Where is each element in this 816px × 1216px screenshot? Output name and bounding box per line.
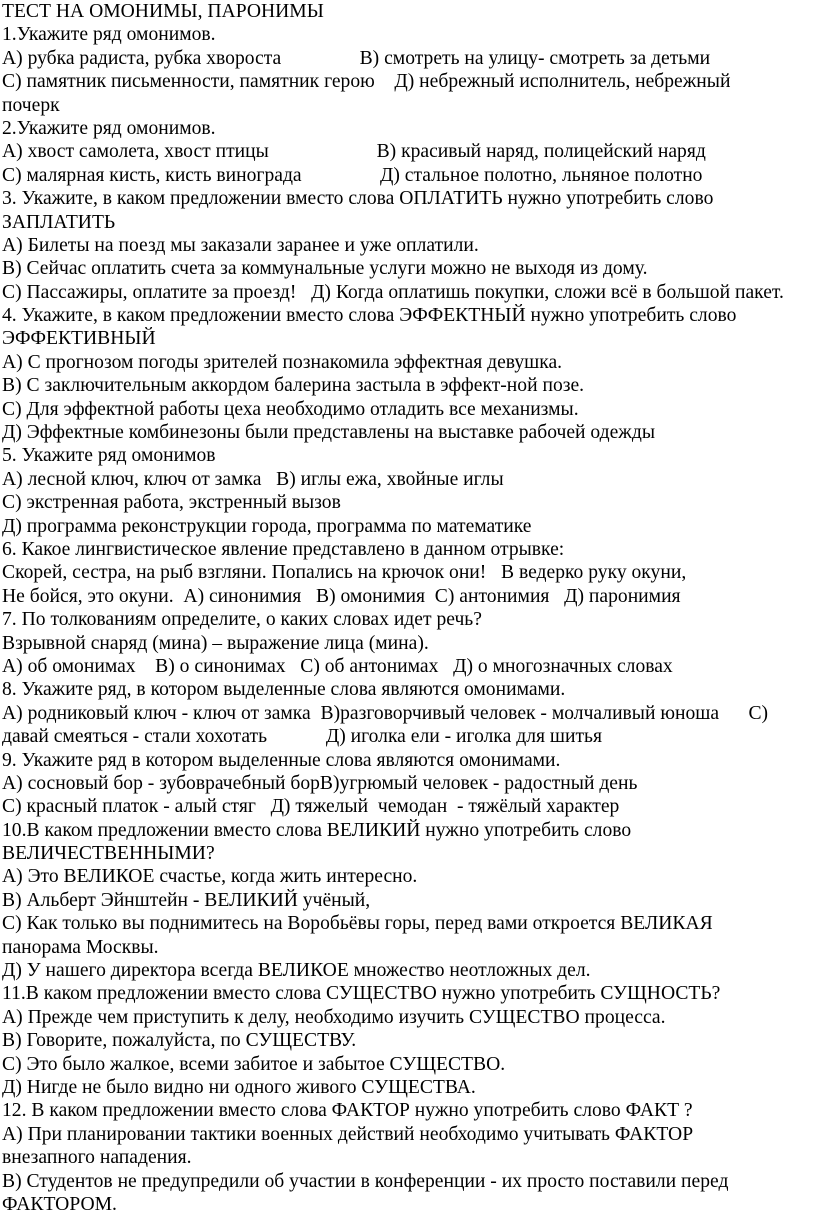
text-line: В) Сейчас оплатить счета за коммунальные услуги можно не выходя из дому. — [2, 258, 648, 280]
document-page — [2, 0, 814, 1216]
text-line: ВЕЛИЧЕСТВЕННЫМИ? — [2, 843, 215, 865]
text-line: А) рубка радиста, рубка хвороста В) смотреть на улицу- смотреть за детьми — [2, 47, 711, 69]
text-line: внезапного нападения. — [2, 1147, 192, 1169]
text-line: 6. Какое лингвистическое явление представлено в данном отрывке: — [2, 538, 565, 560]
text-line: Скорей, сестра, на рыб взгляни. Попались на крючок они! В ведерко руку окуни, — [2, 562, 687, 584]
text-line: 3. Укажите, в каком предложении вместо слова ОПЛАТИТЬ нужно употребить слово — [2, 188, 714, 210]
text-line: Не бойся, это окуни. А) синонимия В) омонимия С) антонимия Д) паронимия — [2, 585, 681, 607]
text-line: 2.Укажите ряд омонимов. — [2, 117, 216, 139]
text-line: С) Для эффектной работы цеха необходимо отладить все механизмы. — [2, 398, 579, 420]
text-line: А) лесной ключ, ключ от замка В) иглы ежа, хвойные иглы — [2, 468, 504, 490]
text-line: Д) Эффектные комбинезоны были представлены на выставке рабочей одежды — [2, 422, 655, 444]
text-line: 1.Укажите ряд омонимов. — [2, 24, 216, 46]
text-line: А) Это ВЕЛИКОЕ счастье, когда жить интересно. — [2, 866, 418, 888]
text-line: Д) У нашего директора всегда ВЕЛИКОЕ множество неотложных дел. — [2, 960, 591, 982]
text-line: В) С заключительным аккордом балерина застыла в эффект-ной позе. — [2, 375, 585, 397]
text-line: Взрывной снаряд (мина) – выражение лица (мина). — [2, 632, 429, 654]
text-line: 5. Укажите ряд омонимов — [2, 445, 216, 467]
text-line: 12. В каком предложении вместо слова ФАКТОР нужно употребить слово ФАКТ ? — [2, 1100, 693, 1122]
text-line: С) Это было жалкое, всеми забитое и забытое СУЩЕСТВО. — [2, 1053, 506, 1075]
text-line: А) об омонимах В) о синонимах С) об антонимах Д) о многозначных словах — [2, 655, 673, 677]
text-line: В) Альберт Эйнштейн - ВЕЛИКИЙ учёный, — [2, 889, 371, 911]
text-line: давай смеяться - стали хохотать Д) иголка ели - иголка для шитья — [2, 726, 602, 748]
text-line: 9. Укажите ряд в котором выделенные слова являются омонимами. — [2, 749, 561, 771]
text-line: В) Студентов не предупредили об участии в конференции - их просто поставили перед — [2, 1170, 729, 1192]
text-line: ФАКТОРОМ. — [2, 1193, 117, 1215]
text-line: В) Говорите, пожалуйста, по СУЩЕСТВУ. — [2, 1030, 357, 1052]
text-line: 11.В каком предложении вместо слова СУЩЕСТВО нужно употребить СУЩНОСТЬ? — [2, 983, 721, 1005]
text-line: С) Пассажиры, оплатите за проезд! Д) Когда оплатишь покупки, сложи всё в большой пакет. — [2, 281, 784, 303]
text-line: А) Билеты на поезд мы заказали заранее и уже оплатили. — [2, 234, 479, 256]
document-title: ТЕСТ НА ОМОНИМЫ, ПАРОНИМЫ — [2, 1, 324, 22]
text-line: А) Прежде чем приступить к делу, необходимо изучить СУЩЕСТВО процесса. — [2, 1006, 666, 1028]
text-line: С) красный платок - алый стяг Д) тяжелый чемодан - тяжёлый характер — [2, 796, 620, 818]
text-line: А) С прогнозом погоды зрителей познакомила эффектная девушка. — [2, 351, 563, 373]
text-line: 7. По толкованиям определите, о каких словах идет речь? — [2, 609, 482, 631]
text-line: ЭФФЕКТИВНЫЙ — [2, 328, 156, 350]
text-line: ЗАПЛАТИТЬ — [2, 211, 116, 233]
text-line: Д) программа реконструкции города, программа по математике — [2, 515, 532, 537]
text-line: Д) Нигде не было видно ни одного живого СУЩЕСТВА. — [2, 1076, 476, 1098]
text-line: 10.В каком предложении вместо слова ВЕЛИКИЙ нужно употребить слово — [2, 819, 632, 841]
text-line: А) сосновый бор - зубоврачебный борВ)угрюмый человек - радостный день — [2, 772, 638, 794]
text-line: 8. Укажите ряд, в котором выделенные слова являются омонимами. — [2, 679, 566, 701]
text-line: почерк — [2, 94, 60, 116]
text-line: С) Как только вы поднимитесь на Воробьёвы горы, перед вами откроется ВЕЛИКАЯ — [2, 913, 713, 935]
text-line: С) памятник письменности, памятник герою Д) небрежный исполнитель, небрежный — [2, 71, 731, 93]
text-line: А) родниковый ключ - ключ от замка В)разговорчивый человек - молчаливый юноша С) — [2, 702, 769, 724]
text-line: 4. Укажите, в каком предложении вместо слова ЭФФЕКТНЫЙ нужно употребить слово — [2, 305, 737, 327]
text-line: панорама Москвы. — [2, 936, 159, 958]
text-line: С) экстренная работа, экстренный вызов — [2, 492, 341, 514]
text-line: А) При планировании тактики военных действий необходимо учитывать ФАКТОР — [2, 1123, 694, 1145]
text-line: А) хвост самолета, хвост птицы В) красивый наряд, полицейский наряд — [2, 141, 706, 163]
text-line: С) малярная кисть, кисть винограда Д) стальное полотно, льняное полотно — [2, 164, 703, 186]
